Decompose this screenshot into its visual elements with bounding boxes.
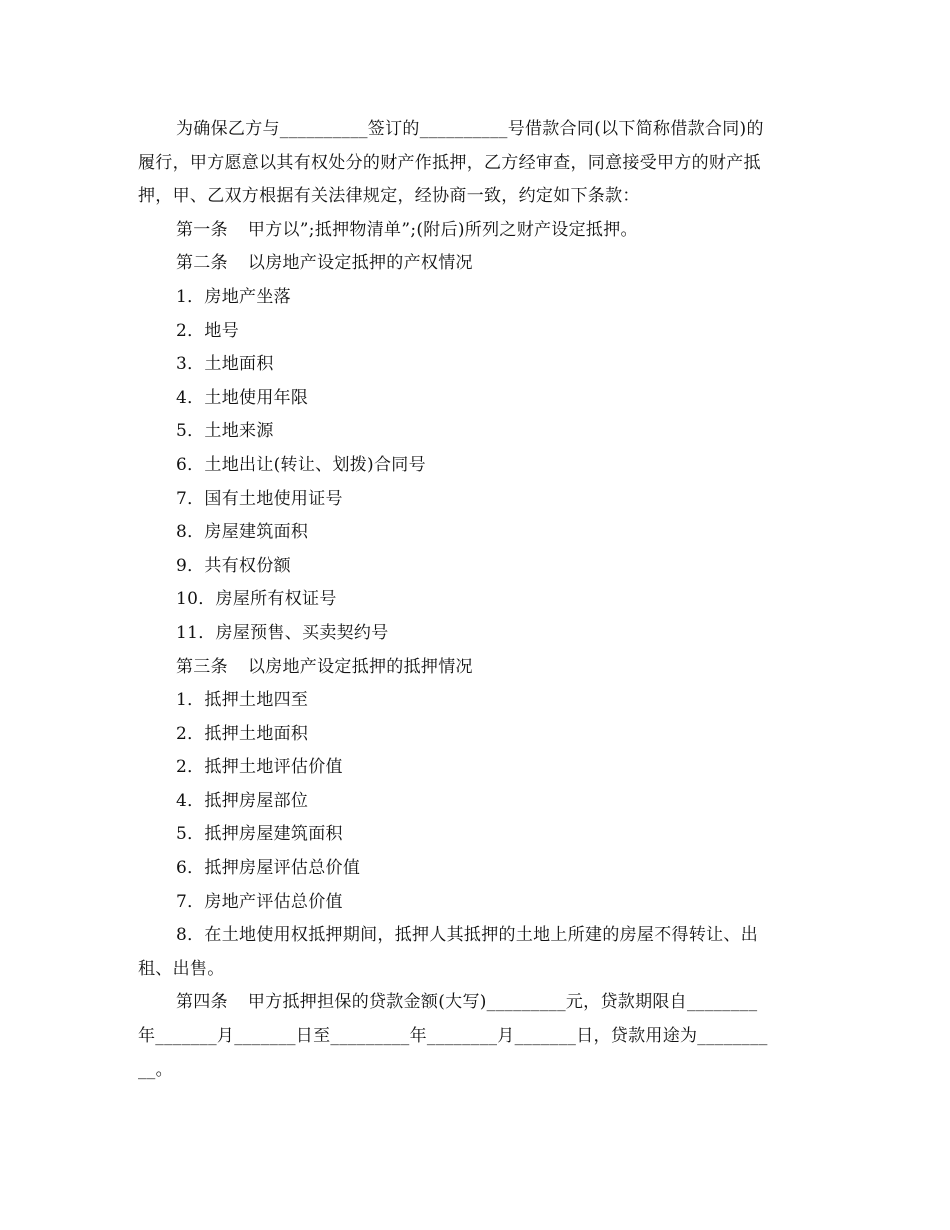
article-3-heading: 第三条 — [176, 656, 228, 677]
list-item: 9．共有权份额 — [176, 555, 291, 576]
article-1-heading: 第一条 — [176, 219, 228, 240]
article-4-line-2: 年_______月_______日至_________年________月_______日，贷款用途为________ — [138, 1026, 768, 1047]
list-item: 6．土地出让(转让、划拨)合同号 — [176, 454, 426, 475]
item-8-line-2: 租、出售。 — [138, 958, 225, 979]
article-2-text: 以房地产设定抵押的产权情况 — [247, 253, 473, 274]
article-4 — [138, 986, 814, 1020]
article-3-text: 以房地产设定抵押的抵押情况 — [247, 656, 473, 677]
contract-body — [138, 113, 814, 1087]
article-2 — [138, 247, 814, 281]
article-3 — [138, 651, 814, 685]
list-item: 10．房屋所有权证号 — [176, 589, 337, 610]
list-item: 4．抵押房屋部位 — [176, 790, 309, 811]
article-4-line-3: __。 — [138, 1059, 173, 1080]
list-item: 7．房地产评估总价值 — [176, 891, 343, 912]
article-4-heading: 第四条 — [176, 992, 228, 1013]
list-item: 5．抵押房屋建筑面积 — [176, 824, 343, 845]
list-item: 3．土地面积 — [176, 354, 274, 375]
list-item: 1．抵押土地四至 — [176, 690, 309, 711]
list-item: 7．国有土地使用证号 — [176, 488, 343, 509]
article-1 — [138, 214, 814, 248]
article-4-line-1: 甲方抵押担保的贷款金额(大写)_________元，贷款期限自________ — [247, 992, 758, 1013]
list-item: 4．土地使用年限 — [176, 387, 309, 408]
article-1-text: 甲方以”;抵押物清单”;(附后)所列之财产设定抵押。 — [247, 219, 638, 240]
list-item: 5．土地来源 — [176, 421, 274, 442]
list-item: 2．抵押土地评估价值 — [176, 757, 343, 778]
list-item: 1．房地产坐落 — [176, 286, 291, 307]
list-item: 11．房屋预售、买卖契约号 — [176, 622, 389, 643]
intro-line-2: 履行，甲方愿意以其有权处分的财产作抵押，乙方经审查，同意接受甲方的财产抵 — [138, 152, 761, 173]
list-item: 2．地号 — [176, 320, 240, 341]
item-8-line-1: 8．在土地使用权抵押期间，抵押人其抵押的土地上所建的房屋不得转让、出 — [176, 925, 759, 946]
list-item: 6．抵押房屋评估总价值 — [176, 858, 361, 879]
article-2-heading: 第二条 — [176, 253, 228, 274]
list-item: 8．房屋建筑面积 — [176, 522, 309, 543]
intro-line-1: 为确保乙方与__________签订的__________号借款合同(以下简称借款合同)的 — [176, 119, 764, 139]
intro-line-3: 押，甲、乙双方根据有关法律规定，经协商一致，约定如下条款： — [138, 186, 640, 207]
list-item: 2．抵押土地面积 — [176, 723, 309, 744]
